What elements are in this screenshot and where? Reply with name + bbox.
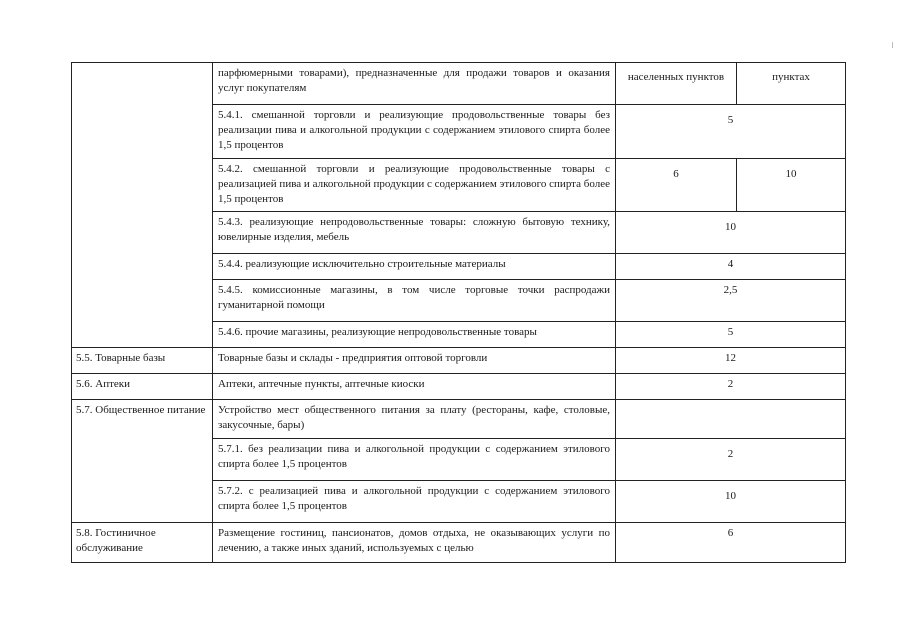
row-description: Аптеки, аптечные пункты, аптечные киоски xyxy=(213,374,616,400)
table-row xyxy=(72,348,846,374)
regulation-table xyxy=(71,62,846,563)
table-row xyxy=(72,374,846,400)
category-label: 5.7. Общественное питание xyxy=(72,400,213,523)
table-row xyxy=(72,523,846,563)
row-description: Товарные базы и склады - предприятия оптовой торговли xyxy=(213,348,616,374)
category-cell-shops xyxy=(72,63,213,348)
column-header-points: пунктах xyxy=(737,63,846,105)
row-description: Устройство мест общественного питания за плату (рестораны, кафе, столовые, закусочные, бары) xyxy=(213,400,616,439)
category-label: 5.6. Аптеки xyxy=(72,374,213,400)
row-description: 5.4.2. смешанной торговли и реализующие продовольственные товары с реализацией пива и алкогольной продукции с содержанием этилового спирта более 1,5 процентов xyxy=(213,159,616,212)
row-value: 2,5 xyxy=(616,280,846,322)
page-edge-mark xyxy=(892,42,893,48)
column-header-settlements: населенных пунктов xyxy=(616,63,737,105)
category-label: 5.8. Гостиничное обслуживание xyxy=(72,523,213,563)
row-value: 2 xyxy=(616,439,846,481)
table-row xyxy=(72,400,846,439)
row-value: 4 xyxy=(616,254,846,280)
row-value: 10 xyxy=(616,481,846,523)
row-value: 10 xyxy=(616,212,846,254)
row-description: парфюмерными товарами), предназначенные для продажи товаров и оказания услуг покупателям xyxy=(213,63,616,105)
category-label: 5.5. Товарные базы xyxy=(72,348,213,374)
row-value: 12 xyxy=(616,348,846,374)
row-description: 5.7.1. без реализации пива и алкогольной продукции с содержанием этилового спирта более 1,5 процентов xyxy=(213,439,616,481)
row-description: Размещение гостиниц, пансионатов, домов отдыха, не оказывающих услуги по лечению, а также иных зданий, используемых с целью xyxy=(213,523,616,563)
row-description: 5.4.6. прочие магазины, реализующие непродовольственные товары xyxy=(213,322,616,348)
row-value-settlements: 6 xyxy=(616,159,737,212)
table-row xyxy=(72,63,846,105)
row-value: 5 xyxy=(616,322,846,348)
row-description: 5.4.3. реализующие непродовольственные товары: сложную бытовую технику, ювелирные изделия, мебель xyxy=(213,212,616,254)
row-description: 5.7.2. с реализацией пива и алкогольной продукции с содержанием этилового спирта более 1,5 процентов xyxy=(213,481,616,523)
row-description: 5.4.4. реализующие исключительно строительные материалы xyxy=(213,254,616,280)
row-description: 5.4.5. комиссионные магазины, в том числе торговые точки распродажи гуманитарной помощи xyxy=(213,280,616,322)
row-description: 5.4.1. смешанной торговли и реализующие продовольственные товары без реализации пива и алкогольной продукции с содержанием этилового спирта более 1,5 процентов xyxy=(213,105,616,159)
row-value-points: 10 xyxy=(737,159,846,212)
row-value xyxy=(616,400,846,439)
row-value: 2 xyxy=(616,374,846,400)
row-value: 6 xyxy=(616,523,846,563)
row-value: 5 xyxy=(616,105,846,159)
